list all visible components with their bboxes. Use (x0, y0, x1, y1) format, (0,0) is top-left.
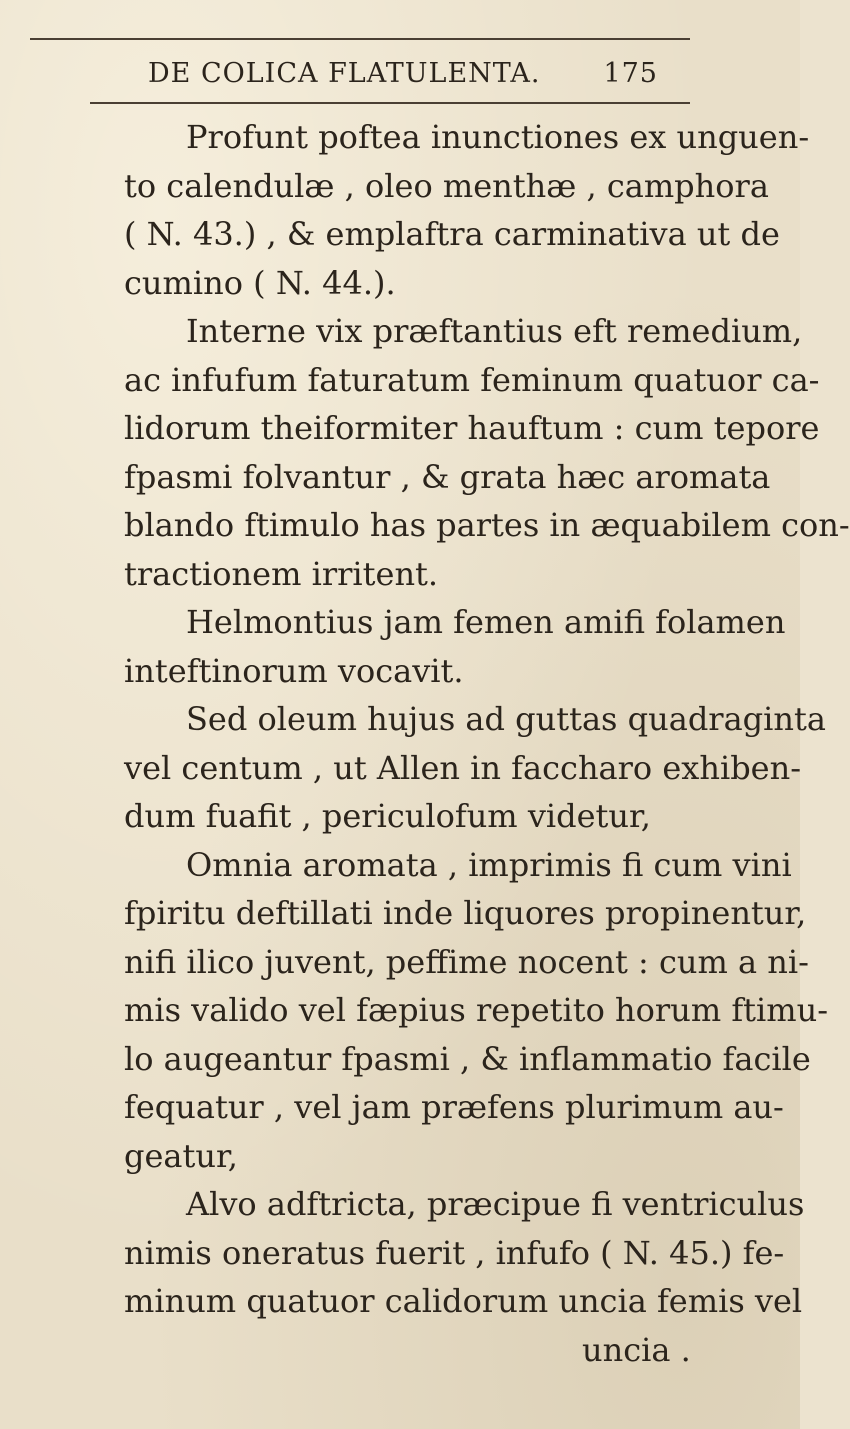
text-line: lo augeantur fpasmi , & inflammatio facile (124, 1039, 811, 1078)
text-line: Alvo adftricta, præcipue fi ventriculus (186, 1185, 805, 1223)
text-line: Interne vix præftantius eft remedium, (186, 312, 803, 350)
text-line: nifi ilico juvent, peffime nocent : cum a ni- (124, 942, 809, 981)
running-header (148, 58, 688, 98)
text-line: Profunt poftea inunctiones ex unguen- (186, 118, 810, 156)
text-line: Sed oleum hujus ad guttas quadraginta (186, 700, 826, 738)
text-line: lidorum theiformiter hauftum : cum tepore (124, 409, 820, 447)
catchword: uncia . (582, 1330, 691, 1369)
text-line: inteftinorum vocavit. (124, 651, 464, 690)
header-rule (90, 102, 690, 104)
text-line: blando ftimulo has partes in æquabilem con- (124, 506, 850, 544)
text-line: fpasmi folvantur , & grata hæc aromata (124, 457, 771, 496)
text-line: vel centum , ut Allen in faccharo exhiben- (124, 748, 802, 787)
text-line: Helmontius jam femen amifi folamen (186, 603, 786, 641)
text-line: dum fuafit , periculofum videtur, (124, 797, 651, 835)
text-line: to calendulæ , oleo menthæ , camphora (124, 166, 769, 205)
text-line: fpiritu deftillati inde liquores propinentur, (124, 894, 807, 932)
text-line: ( N. 43.) , & emplaftra carminativa ut de (124, 215, 780, 253)
text-line: geatur, (124, 1136, 238, 1175)
text-line: Omnia aromata , imprimis fi cum vini (186, 845, 792, 884)
running-title: DE COLICA FLATULENTA. (148, 58, 541, 89)
page-number: 175 (603, 58, 658, 89)
body-text (124, 113, 850, 1374)
text-line: ac infufum faturatum feminum quatuor ca- (124, 360, 820, 399)
text-line: mis valido vel fæpius repetito horum ftimu- (124, 991, 829, 1029)
text-line: fequatur , vel jam præfens plurimum au- (124, 1088, 784, 1126)
text-line: tractionem irritent. (124, 554, 439, 593)
text-line: minum quatuor calidorum uncia femis vel (124, 1282, 803, 1320)
text-line: cumino ( N. 44.). (124, 263, 396, 302)
text-line: nimis oneratus fuerit , infufo ( N. 45.) fe- (124, 1233, 785, 1272)
top-rule (30, 38, 690, 40)
